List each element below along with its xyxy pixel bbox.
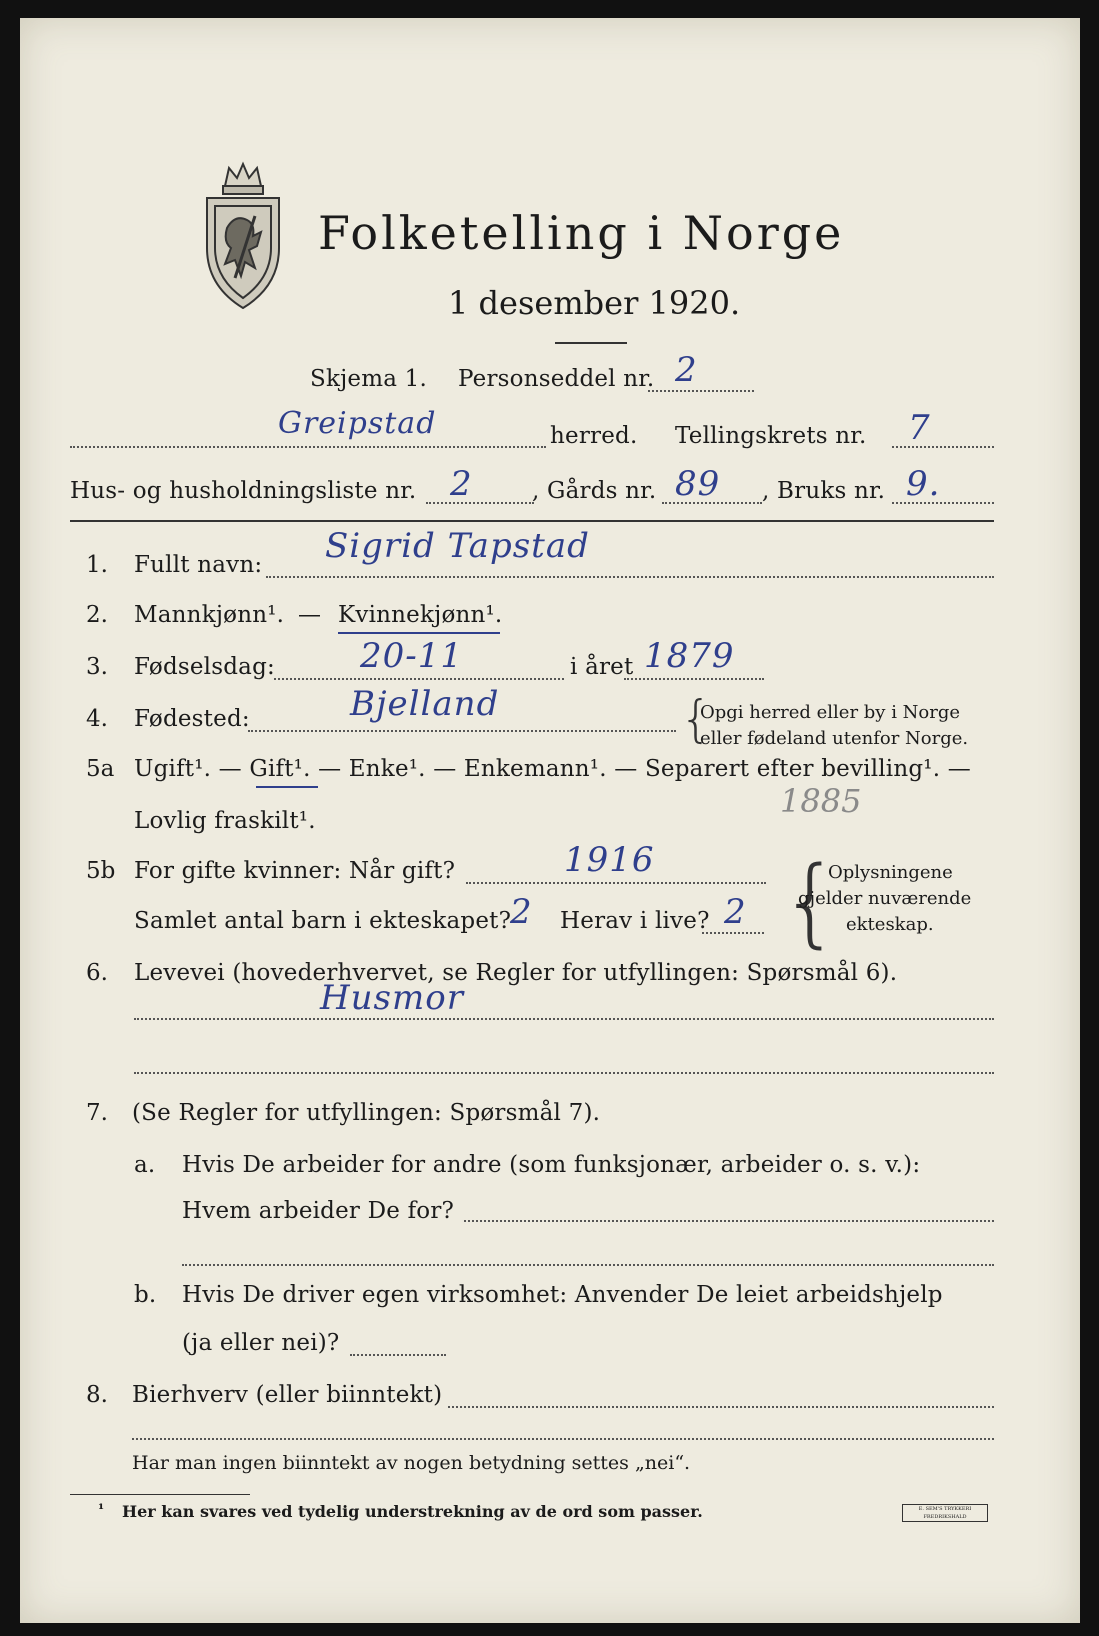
q6-label: Levevei (hovederhvervet, se Regler for utfyllingen: Spørsmål 6). — [134, 960, 898, 986]
schema-label: Skjema 1. — [310, 366, 428, 392]
q8-number: 8. — [86, 1382, 108, 1408]
q2-number: 2. — [86, 602, 108, 628]
hus-label: Hus- og husholdningsliste nr. — [70, 478, 417, 504]
tellingskrets-label: Tellingskrets nr. — [675, 423, 867, 449]
q4-brace: { — [680, 690, 712, 748]
q5b-note-line2: gjelder nuværende — [798, 888, 972, 909]
q3-value: 20-11 — [360, 636, 464, 676]
q4-value: Bjelland — [350, 684, 500, 724]
q3-line — [274, 678, 564, 680]
q5a-pencil-value: 1885 — [780, 782, 862, 820]
hus-line — [426, 502, 534, 504]
q3-year-value: 1879 — [644, 636, 735, 676]
footnote-divider — [70, 1494, 250, 1495]
q4-line — [248, 730, 676, 732]
personseddel-label: Personseddel nr. — [458, 366, 655, 392]
q6-value: Husmor — [320, 978, 464, 1018]
q8-label: Bierhverv (eller biinntekt) — [132, 1382, 443, 1408]
title-divider — [555, 342, 627, 344]
q4-number: 4. — [86, 706, 108, 732]
q5b-alive-line — [702, 932, 764, 934]
footnote-text: Her kan svares ved tydelig understrekning av de ord som passer. — [122, 1502, 703, 1521]
q5b-alive-label: Herav i live? — [560, 908, 710, 934]
bruks-label: , Bruks nr. — [762, 478, 886, 504]
personseddel-line — [648, 390, 754, 392]
q5b-married-label: For gifte kvinner: Når gift? — [134, 858, 456, 884]
q7b-line2: (ja eller nei)? — [182, 1330, 340, 1356]
printer-stamp: E. SEM'S TRYKKERI FREDRIKSHALD — [902, 1504, 988, 1522]
gards-value: 89 — [675, 464, 721, 504]
q4-note-line2: eller fødeland utenfor Norge. — [700, 728, 969, 749]
bruks-value: 9. — [906, 464, 941, 504]
q6-line2 — [134, 1072, 994, 1074]
q3-year-line — [624, 678, 764, 680]
footnote-mark: ¹ — [98, 1502, 105, 1518]
q1-line — [266, 576, 994, 578]
q5a-number: 5a — [86, 756, 115, 782]
coat-of-arms-icon — [195, 158, 290, 313]
personseddel-value: 2 — [675, 350, 698, 390]
q6-number: 6. — [86, 960, 108, 986]
q5b-married-value: 1916 — [564, 840, 655, 880]
q5b-children-label: Samlet antal barn i ekteskapet? — [134, 908, 512, 934]
q1-value: Sigrid Tapstad — [325, 526, 590, 566]
q3-year-label: i året — [570, 654, 634, 680]
q5a-line1: Ugift¹. — Gift¹. — Enke¹. — Enkemann¹. — Separert efter bevilling¹. — — [134, 756, 971, 782]
q5b-children-value: 2 — [510, 892, 533, 932]
q8-line-extra — [132, 1438, 994, 1440]
gards-label: , Gårds nr. — [532, 478, 657, 504]
hus-value: 2 — [450, 464, 473, 504]
q1-label: Fullt navn: — [134, 552, 263, 578]
q5b-married-line — [466, 882, 766, 884]
q7a-line1: Hvis De arbeider for andre (som funksjonær, arbeider o. s. v.): — [182, 1152, 921, 1178]
census-date: 1 desember 1920. — [448, 284, 741, 322]
census-form-page — [20, 18, 1080, 1623]
q2-dash: — — [298, 602, 322, 628]
q5b-alive-value: 2 — [724, 892, 747, 932]
q7-number: 7. — [86, 1100, 108, 1126]
q7b-letter: b. — [134, 1282, 157, 1308]
herred-label: herred. — [550, 423, 638, 449]
q4-label: Fødested: — [134, 706, 250, 732]
q7a-line-extra — [182, 1264, 994, 1266]
intro-divider — [70, 520, 994, 522]
q2-male: Mannkjønn¹. — [134, 602, 285, 628]
footer-note: Har man ingen biinntekt av nogen betydning settes „nei“. — [132, 1452, 691, 1474]
q3-number: 3. — [86, 654, 108, 680]
q5b-note-line3: ekteskap. — [846, 914, 934, 935]
q2-female-underline — [338, 632, 500, 634]
q5a-line2: Lovlig fraskilt¹. — [134, 808, 316, 834]
q1-number: 1. — [86, 552, 108, 578]
q7a-letter: a. — [134, 1152, 156, 1178]
q3-label: Fødselsdag: — [134, 654, 275, 680]
herred-value: Greipstad — [278, 406, 437, 441]
q4-note-line1: Opgi herred eller by i Norge — [700, 702, 961, 723]
q6-line1 — [134, 1018, 994, 1020]
q5a-gift-underline — [256, 786, 318, 788]
q7b-line — [350, 1354, 446, 1356]
q5b-note-line1: Oplysningene — [828, 862, 953, 883]
q5b-number: 5b — [86, 858, 116, 884]
q2-female: Kvinnekjønn¹. — [338, 602, 503, 628]
herred-line — [70, 446, 546, 448]
tellingskrets-value: 7 — [908, 408, 931, 448]
q7a-line2: Hvem arbeider De for? — [182, 1198, 455, 1224]
q7b-line1: Hvis De driver egen virksomhet: Anvender De leiet arbeidshjelp — [182, 1282, 943, 1308]
form-title: Folketelling i Norge — [318, 206, 845, 260]
q8-line — [448, 1406, 994, 1408]
q7a-line — [464, 1220, 994, 1222]
q5b-brace: { — [780, 846, 842, 958]
q7-label: (Se Regler for utfyllingen: Spørsmål 7). — [132, 1100, 601, 1126]
